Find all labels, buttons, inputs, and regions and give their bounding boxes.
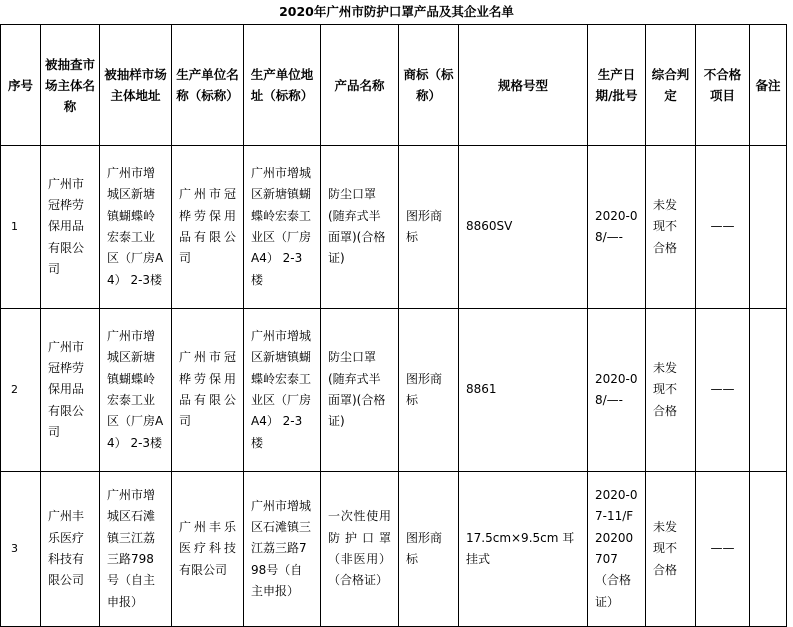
- cell-no: 2: [1, 309, 41, 472]
- cell-date-batch: 2020-08/—-: [588, 309, 646, 472]
- header-cell-remark: 备注: [750, 25, 787, 146]
- table-row: [1, 472, 787, 627]
- header-cell-producer-name: 生产单位名称（标称）: [172, 25, 244, 146]
- cell-producer-address: 广州市增城区石滩镇三江荔三路798号（自主申报）: [244, 472, 321, 627]
- cell-spec: 17.5cm×9.5cm 耳挂式: [459, 472, 588, 627]
- header-cell-spec: 规格号型: [459, 25, 588, 146]
- header-cell-producer-address: 生产单位地址（标称）: [244, 25, 321, 146]
- cell-remark: [750, 309, 787, 472]
- cell-subject-address: 广州市增城区石滩镇三江荔三路798号（自主申报）: [100, 472, 172, 627]
- cell-spec: 8861: [459, 309, 588, 472]
- cell-producer-name: 广州丰乐医疗科技有限公司: [172, 472, 244, 627]
- cell-no: 3: [1, 472, 41, 627]
- cell-unqualified: ——: [696, 472, 750, 627]
- cell-subject-name: 广州市冠桦劳保用品有限公司: [41, 146, 100, 309]
- header-cell-no: 序号: [1, 25, 41, 146]
- product-table: [0, 24, 787, 627]
- header-cell-date-batch: 生产日期/批号: [588, 25, 646, 146]
- cell-producer-address: 广州市增城区新塘镇蝴蝶岭宏泰工业区（厂房A4） 2-3楼: [244, 146, 321, 309]
- cell-producer-name: 广州市冠桦劳保用品有限公司: [172, 146, 244, 309]
- header-cell-brand: 商标（标称）: [399, 25, 459, 146]
- cell-no: 1: [1, 146, 41, 309]
- cell-verdict: 未发现不合格: [646, 309, 696, 472]
- header-row: [1, 25, 787, 146]
- cell-product: 防尘口罩(随弃式半面罩)(合格证): [321, 146, 399, 309]
- cell-subject-name: 广州丰乐医疗科技有限公司: [41, 472, 100, 627]
- cell-product: 一次性使用防护口罩（非医用）（合格证）: [321, 472, 399, 627]
- header-cell-subject-name: 被抽查市场主体名称: [41, 25, 100, 146]
- document-title: 2020年广州市防护口罩产品及其企业名单: [279, 4, 514, 19]
- cell-producer-address: 广州市增城区新塘镇蝴蝶岭宏泰工业区（厂房A4） 2-3楼: [244, 309, 321, 472]
- table-row: [1, 309, 787, 472]
- cell-date-batch: 2020-07-11/F20200707（合格证）: [588, 472, 646, 627]
- cell-unqualified: ——: [696, 146, 750, 309]
- header-cell-subject-address: 被抽样市场主体地址: [100, 25, 172, 146]
- cell-product: 防尘口罩(随弃式半面罩)(合格证): [321, 309, 399, 472]
- table-row: [1, 146, 787, 309]
- header-cell-product: 产品名称: [321, 25, 399, 146]
- cell-brand: 图形商标: [399, 309, 459, 472]
- cell-brand: 图形商标: [399, 472, 459, 627]
- cell-unqualified: ——: [696, 309, 750, 472]
- cell-spec: 8860SV: [459, 146, 588, 309]
- header-cell-unqualified: 不合格项目: [696, 25, 750, 146]
- cell-subject-address: 广州市增城区新塘镇蝴蝶岭宏泰工业区（厂房A4） 2-3楼: [100, 146, 172, 309]
- cell-remark: [750, 146, 787, 309]
- cell-remark: [750, 472, 787, 627]
- cell-verdict: 未发现不合格: [646, 472, 696, 627]
- cell-brand: 图形商标: [399, 146, 459, 309]
- cell-verdict: 未发现不合格: [646, 146, 696, 309]
- cell-date-batch: 2020-08/—-: [588, 146, 646, 309]
- header-cell-verdict: 综合判定: [646, 25, 696, 146]
- cell-producer-name: 广州市冠桦劳保用品有限公司: [172, 309, 244, 472]
- cell-subject-name: 广州市冠桦劳保用品有限公司: [41, 309, 100, 472]
- cell-subject-address: 广州市增城区新塘镇蝴蝶岭宏泰工业区（厂房A4） 2-3楼: [100, 309, 172, 472]
